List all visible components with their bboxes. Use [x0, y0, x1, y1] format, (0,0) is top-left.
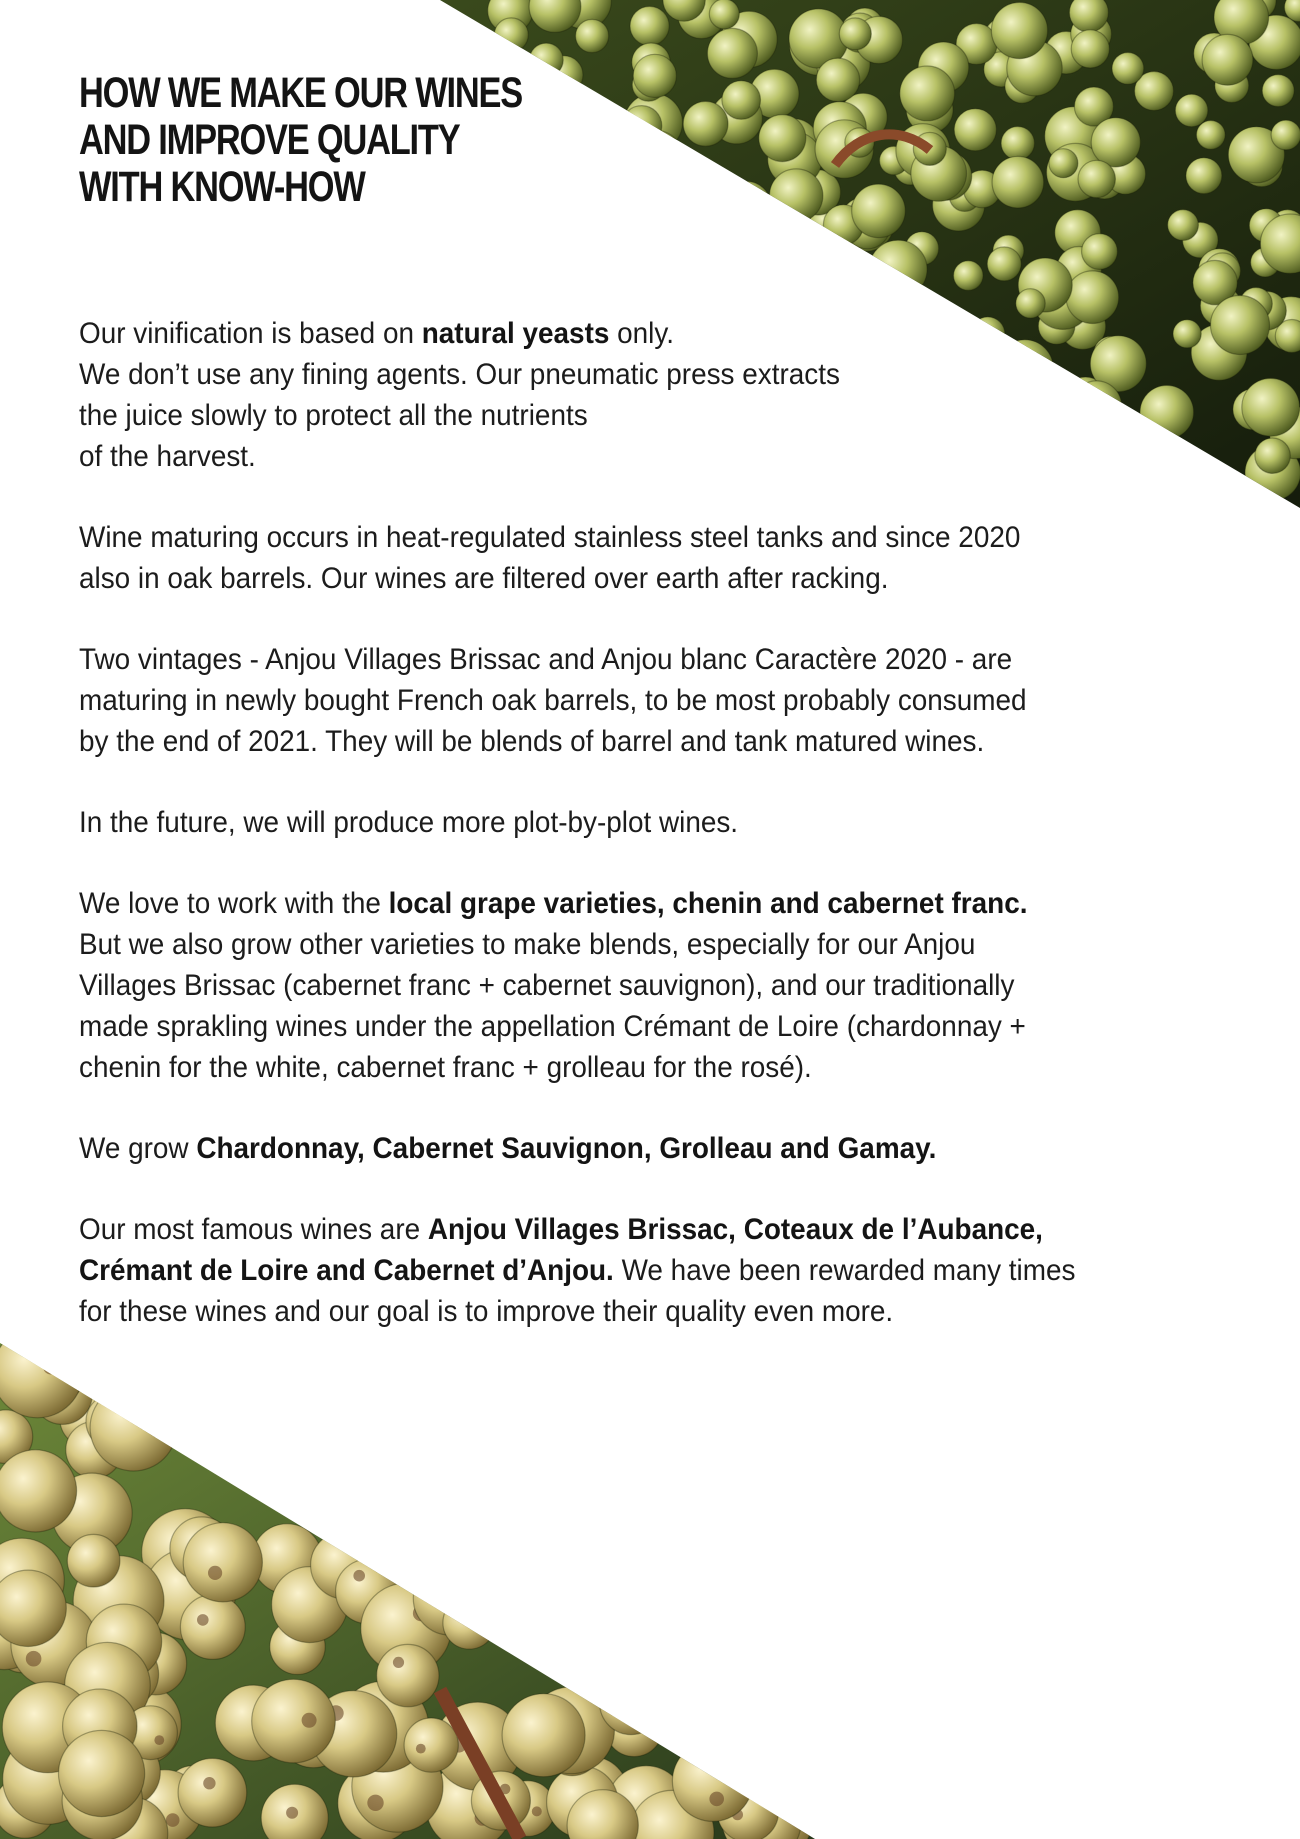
grape-berry [404, 1718, 458, 1772]
grape-berry [626, 130, 684, 188]
grape-spot [367, 1795, 383, 1811]
paragraph-vinification [79, 313, 1223, 477]
grape-berry [1091, 118, 1140, 167]
grape-berry [373, 1459, 428, 1514]
grape-berry [593, 1629, 674, 1710]
page-heading [79, 70, 527, 211]
grape-berry [709, 0, 739, 29]
text-line: by the end of 2021. They will be blends of barrel and tank matured wines. [79, 725, 985, 758]
grape-berry [252, 1679, 336, 1763]
grape-berry [600, 176, 650, 226]
grape-berry [869, 240, 927, 298]
grape-berry [1255, 438, 1290, 473]
grape-spot [166, 1813, 180, 1827]
grape-berry [672, 1741, 753, 1822]
grape-berry [568, 229, 609, 270]
grape-spot [272, 1430, 282, 1440]
text-line: But we also grow other varieties to make blends, especially for our Anjou [79, 928, 976, 961]
grape-berry [785, 1416, 853, 1484]
grape-berry [607, 1432, 695, 1520]
heading-line: AND IMPROVE QUALITY [79, 116, 460, 164]
grape-berry [694, 1376, 750, 1432]
grape-berry [311, 1370, 374, 1433]
grape-berry [611, 265, 659, 313]
grape-berry [180, 1595, 245, 1660]
text-run: We have been rewarded many times [613, 1254, 1076, 1287]
grape-spot [731, 1472, 744, 1485]
grape-spot [459, 1501, 476, 1518]
bold-run: local grape varieties, chenin and cabernet franc. [388, 887, 1028, 920]
grape-spot [826, 1428, 838, 1440]
grape-spot [339, 1384, 350, 1395]
grape-spot [268, 1438, 281, 1451]
text-line: Wine maturing occurs in heat-regulated stainless steel tanks and since 2020 [79, 521, 1021, 554]
grape-berry [275, 1435, 341, 1501]
text-run: only. [609, 317, 675, 350]
grape-berry [595, 1452, 671, 1528]
grape-berry [1069, 0, 1108, 32]
text-run: Our most famous wines are [79, 1213, 428, 1246]
grape-berry [954, 109, 996, 151]
text-line: We don’t use any fining agents. Our pneumatic press extracts [79, 358, 840, 391]
grape-berry [570, 1428, 654, 1512]
grape-berry [522, 138, 564, 180]
grape-spot [755, 1726, 767, 1738]
grape-berry [600, 1672, 663, 1735]
grape-berry [67, 1534, 120, 1587]
bold-run: Anjou Villages Brissac, Coteaux de l’Aubance, [427, 1213, 1043, 1246]
grape-berry [630, 6, 669, 45]
grape-berry [421, 1460, 513, 1552]
grape-berry [900, 66, 955, 121]
grape-berry [839, 18, 871, 50]
text-run: We grow [79, 1132, 197, 1165]
grape-berry [1242, 378, 1300, 436]
grape-berry [502, 1694, 585, 1777]
grape-berry [992, 156, 1044, 208]
grape-spot [286, 1807, 298, 1819]
grape-berry [377, 1445, 437, 1505]
grape-berry [495, 1550, 582, 1637]
grape-berry [770, 1627, 847, 1704]
grape-berry [633, 1605, 722, 1694]
grape-berry [533, 164, 591, 222]
grape-berry [530, 144, 574, 188]
grape-spot [335, 1383, 349, 1397]
grape-berry [683, 101, 728, 146]
grape-berry [1001, 127, 1034, 160]
grape-berry [954, 261, 984, 291]
paragraph-future [79, 802, 1223, 843]
grape-spot [402, 1480, 412, 1490]
grape-berry [755, 1425, 833, 1503]
grape-berry [519, 172, 573, 226]
grape-spot [610, 1653, 623, 1666]
grape-berry [367, 1363, 455, 1451]
grape-spot [633, 1427, 649, 1443]
text-run: Our vinification is based on [79, 317, 422, 350]
grape-berry [464, 1420, 548, 1504]
grape-berry [576, 19, 609, 52]
grape-berry [706, 261, 752, 307]
grape-spot [418, 1452, 434, 1468]
grape-berry [59, 1730, 145, 1816]
grape-berry [477, 1414, 560, 1497]
grape-berry [550, 166, 586, 202]
grape-spot [532, 1806, 542, 1816]
paragraph-vintages [79, 639, 1223, 762]
grape-spot [43, 1358, 59, 1374]
grape-berry [693, 1428, 763, 1498]
grape-berry [633, 54, 676, 97]
bottom-grape-photo [0, 1303, 858, 1839]
grape-berry [502, 1398, 593, 1489]
grape-berry [565, 1460, 631, 1526]
grape-berry [580, 191, 626, 237]
bold-run: natural yeasts [421, 317, 610, 350]
grape-berry [1082, 234, 1118, 270]
grape-berry [483, 1497, 566, 1580]
grape-berry [622, 106, 662, 146]
grape-berry [768, 1508, 858, 1598]
grape-berry [377, 1644, 439, 1706]
grape-berry [732, 1687, 800, 1755]
grape-berry [529, 43, 563, 77]
grape-spot [761, 1622, 774, 1635]
grape-spot [709, 1792, 724, 1807]
grape-berry [443, 1596, 496, 1649]
paragraph-maturing [79, 517, 1223, 599]
grape-berry [987, 247, 1021, 281]
grape-spot [302, 1713, 317, 1728]
grape-berry [1196, 120, 1225, 149]
grape-spot [612, 1481, 626, 1495]
grape-berry [816, 58, 859, 101]
grape-berry [821, 248, 871, 298]
grape-spot [821, 1524, 837, 1540]
grape-berry [440, 1405, 494, 1459]
grape-berry [717, 1687, 775, 1745]
grape-spot [358, 1378, 368, 1388]
grape-berry [759, 115, 806, 162]
text-line: for these wines and our goal is to improve their quality even more. [79, 1295, 894, 1328]
grape-berry [1071, 30, 1109, 68]
grape-spot [622, 1482, 637, 1497]
grape-berry [1112, 53, 1144, 85]
grape-spot [449, 1593, 462, 1606]
grape-berry [356, 1487, 431, 1562]
grape-berry [1049, 149, 1078, 178]
grape-spot [197, 1614, 209, 1626]
grape-berry [772, 229, 822, 279]
grape-berry [612, 124, 665, 177]
grape-berry [707, 28, 757, 78]
text-line: maturing in newly bought French oak barrels, to be most probably consumed [79, 684, 1027, 717]
paragraph-famous [79, 1209, 1223, 1332]
grape-berry [771, 1565, 838, 1632]
grape-berry [763, 1461, 852, 1550]
grape-berry [763, 1529, 853, 1619]
bold-run: Chardonnay, Cabernet Sauvignon, Grolleau and Gamay. [196, 1132, 937, 1165]
grape-spot [26, 1651, 42, 1667]
grape-berry [618, 184, 647, 213]
grape-spot [203, 1777, 215, 1789]
grape-berry [722, 81, 761, 120]
text-line: Two vintages - Anjou Villages Brissac and Anjou blanc Caractère 2020 - are [79, 643, 1013, 676]
heading-line: WITH KNOW-HOW [79, 163, 365, 211]
grape-spot [578, 1406, 593, 1421]
grape-berry [770, 169, 823, 222]
grape-berry [494, 18, 528, 52]
grape-berry [633, 183, 677, 227]
grape-berry [505, 238, 534, 267]
grape-spot [807, 1661, 821, 1675]
text-line: also in oak barrels. Our wines are filtered over earth after racking. [79, 562, 889, 595]
grape-berry [666, 1453, 719, 1506]
grape-berry [536, 127, 585, 176]
grape-berry [852, 184, 906, 238]
grape-spot [208, 1566, 222, 1580]
grape-berry [769, 1741, 821, 1793]
grape-berry [594, 1635, 666, 1707]
grape-berry [658, 161, 696, 199]
grape-berry [743, 1519, 835, 1611]
paragraph-varieties [79, 883, 1223, 1088]
grape-berry [722, 181, 771, 230]
grape-berry [535, 1579, 615, 1659]
grape-berry [1175, 94, 1208, 127]
body-text [79, 313, 1199, 1372]
grape-berry [619, 1575, 709, 1665]
text-line: the juice slowly to protect all the nutrients [79, 399, 588, 432]
grape-berry [0, 1327, 83, 1417]
paragraph-grow [79, 1128, 1223, 1169]
text-line: Villages Brissac (cabernet franc + cabernet sauvignon), and our traditionally [79, 969, 1015, 1002]
grape-spot [408, 1468, 419, 1479]
grape-berry [628, 1417, 718, 1507]
grape-spot [782, 1753, 791, 1762]
grape-berry [90, 1384, 177, 1471]
grape-berry [390, 1489, 463, 1562]
grape-berry [178, 1758, 247, 1827]
text-line: of the harvest. [79, 440, 256, 473]
grape-berry [1202, 34, 1253, 85]
text-line: chenin for the white, cabernet franc + grolleau for the rosé). [79, 1051, 812, 1084]
grape-berry [991, 2, 1047, 58]
text-line: In the future, we will produce more plot-by-plot wines. [79, 806, 739, 839]
heading-line: HOW WE MAKE OUR WINES [79, 69, 522, 117]
grape-berry [419, 227, 462, 270]
grape-berry [183, 1523, 262, 1602]
grape-spot [393, 1657, 404, 1668]
grape-berry [1078, 160, 1115, 197]
grape-spot [384, 1478, 394, 1488]
grape-berry [846, 270, 878, 302]
grape-berry [689, 1516, 746, 1573]
grape-berry [499, 208, 539, 248]
text-run: We love to work with the [79, 887, 389, 920]
grape-berry [617, 134, 657, 174]
grape-berry [1262, 75, 1294, 107]
grape-spot [40, 1355, 52, 1367]
grape-berry [562, 119, 606, 163]
grape-berry [521, 108, 564, 151]
grape-berry [722, 1574, 796, 1648]
grape-berry [1271, 120, 1300, 150]
grape-berry [244, 1405, 315, 1476]
grape-berry [376, 1427, 463, 1514]
grape-berry [597, 1396, 688, 1487]
grape-berry [363, 1374, 440, 1451]
grape-berry [0, 1450, 77, 1532]
grape-berry [513, 223, 554, 264]
grape-berry [1168, 210, 1199, 241]
grape-spot [416, 1744, 426, 1754]
grape-berry [1186, 158, 1222, 194]
grape-spot [723, 1550, 733, 1560]
grape-berry [628, 204, 672, 248]
bold-run: Crémant de Loire and Cabernet d’Anjou. [79, 1254, 614, 1287]
grape-berry [244, 1407, 301, 1464]
grape-berry [371, 1452, 429, 1510]
grape-spot [567, 1613, 581, 1627]
grape-spot [154, 1735, 164, 1745]
grape-berry [723, 248, 758, 283]
grape-spot [232, 1446, 241, 1455]
grape-berry [500, 247, 536, 283]
grape-berry [216, 1416, 268, 1468]
grape-spot [353, 1570, 365, 1582]
text-line: made sprakling wines under the appellation Crémant de Loire (chardonnay + [79, 1010, 1026, 1043]
grape-berry [446, 255, 483, 292]
